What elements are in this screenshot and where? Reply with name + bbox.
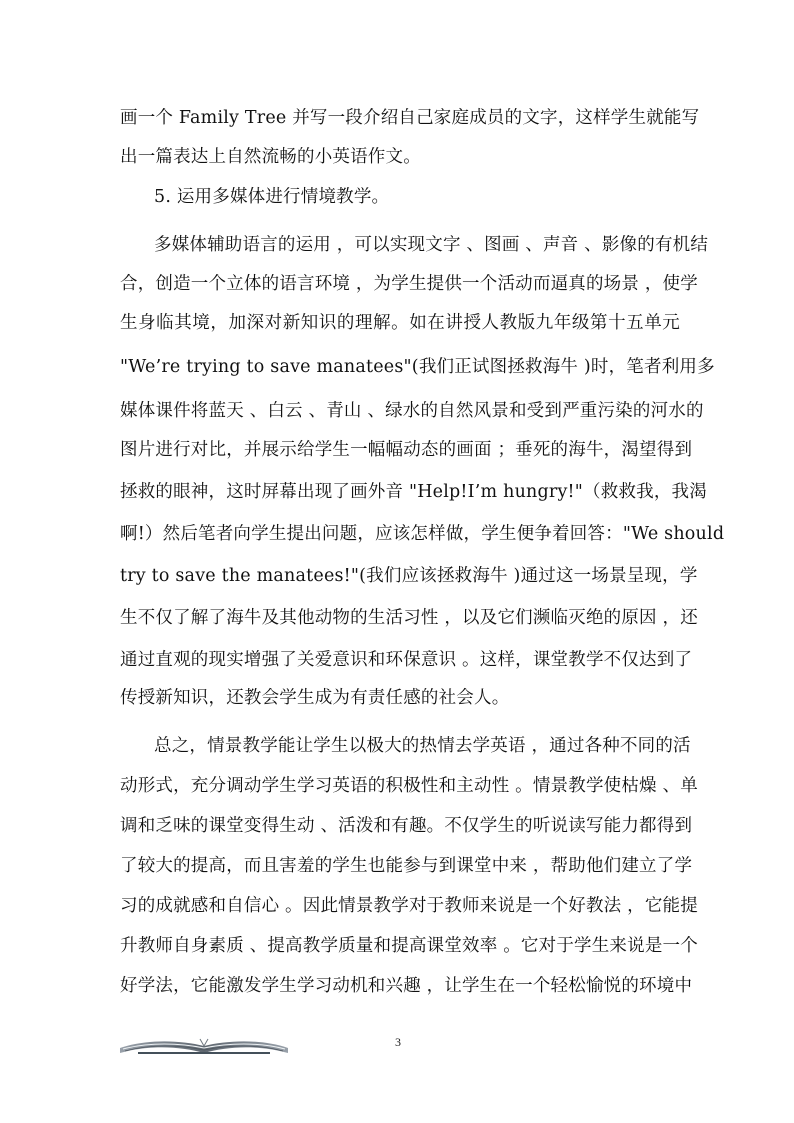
page-number: 3 (395, 1035, 401, 1049)
section-heading: 5. 运用多媒体进行情境教学。 (154, 187, 390, 207)
text-line-21: 升教师自身素质 、提高教学质量和提高课堂效率 。它对于学生来说是一个 (120, 936, 698, 956)
text-line-22: 好学法，它能激发学生学习动机和兴趣 ，让学生在一个轻松愉悦的环境中 (120, 976, 693, 996)
text-line-9: 图片进行对比，并展示给学生一幅幅动态的画面 ；垂死的海牛，渴望得到 (120, 440, 693, 460)
text-line-1: 画一个 Family Tree 并写一段介绍自己家庭成员的文字，这样学生就能写 (120, 108, 700, 128)
text-line-20: 习的成就感和自信心 。因此情景教学对于教师来说是一个好教法 ，它能提 (120, 896, 698, 916)
text-line-12: try to save the manatees!"(我们应该拯救海牛 )通过这一场景呈现，学 (120, 566, 698, 586)
text-line-16: 总之，情景教学能让学生以极大的热情去学英语 ，通过各种不同的活 (154, 736, 691, 756)
text-line-4: 多媒体辅助语言的运用 ，可以实现文字 、图画 、声音 、影像的有机结 (154, 235, 709, 255)
text-line-14: 通过直观的现实增强了关爱意识和环保意识 。这样，课堂教学不仅达到了 (120, 650, 693, 670)
text-line-19: 了较大的提高，而且害羞的学生也能参与到课堂中来 ，帮助他们建立了学 (120, 856, 693, 876)
text-line-17: 动形式，充分调动学生学习英语的积极性和主动性 。情景教学使枯燥 、单 (120, 776, 698, 796)
text-line-15: 传授新知识，还教会学生成为有责任感的社会人。 (120, 688, 510, 708)
text-line-7: "We’re trying to save manatees"(我们正试图拯救海牛 )时，笔者利用多 (120, 357, 715, 377)
text-line-5: 合，创造一个立体的语言环境 ，为学生提供一个活动而逼真的场景 ，使学 (120, 274, 698, 294)
open-book-icon (118, 1033, 290, 1057)
text-line-8: 媒体课件将蓝天 、白云 、青山 、绿水的自然风景和受到严重污染的河水的 (120, 401, 704, 421)
text-line-11: 啊!）然后笔者向学生提出问题，应该怎样做，学生便争着回答："We should (120, 524, 725, 544)
text-line-18: 调和乏味的课堂变得生动 、活泼和有趣。不仅学生的听说读写能力都得到 (120, 816, 693, 836)
text-line-10: 拯救的眼神，这时屏幕出现了画外音 "Help!I’m hungry!"（救救我，我渴 (120, 482, 707, 502)
text-line-13: 生不仅了解了海牛及其他动物的生活习性 ，以及它们濒临灭绝的原因 ，还 (120, 608, 698, 628)
text-line-2: 出一篇表达上自然流畅的小英语作文。 (120, 147, 421, 167)
text-line-6: 生身临其境，加深对新知识的理解。如在讲授人教版九年级第十五单元 (120, 313, 680, 333)
